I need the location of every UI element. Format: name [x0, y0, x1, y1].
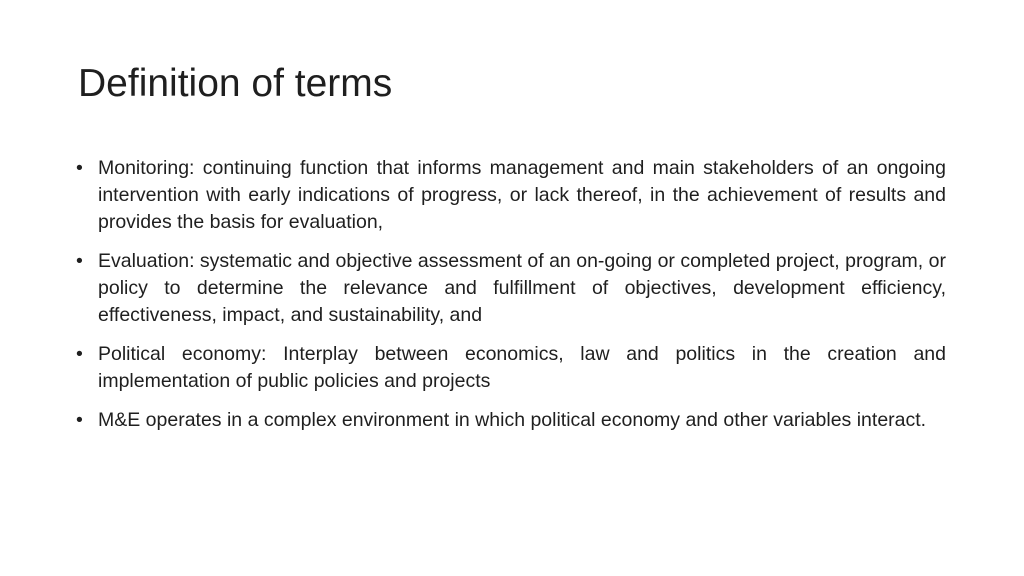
bullet-icon: • — [76, 157, 83, 179]
bullet-icon: • — [76, 250, 83, 272]
bullet-text: Political economy: Interplay between economics, law and politics in the creation and implementation of public policies and projects — [98, 343, 946, 392]
bullet-item-me-environment — [74, 407, 946, 434]
bullet-text: Evaluation: systematic and objective assessment of an on-going or completed project, program, or policy to determine the relevance and fulfillment of objectives, development efficiency, effectiveness, impact, and sustainability, and — [98, 250, 946, 326]
slide-title: Definition of terms — [78, 62, 393, 105]
bullet-item-evaluation — [74, 248, 946, 329]
bullet-list — [74, 155, 946, 446]
bullet-text: Monitoring: continuing function that informs management and main stakeholders of an ongoing intervention with early indications of progress, or lack thereof, in the achievement of results and provides the basis for evaluation, — [98, 157, 946, 233]
bullet-icon: • — [76, 409, 83, 431]
bullet-item-monitoring — [74, 155, 946, 236]
bullet-text: M&E operates in a complex environment in which political economy and other variables interact. — [98, 409, 927, 431]
bullet-icon: • — [76, 343, 83, 365]
bullet-item-political-economy — [74, 341, 946, 395]
